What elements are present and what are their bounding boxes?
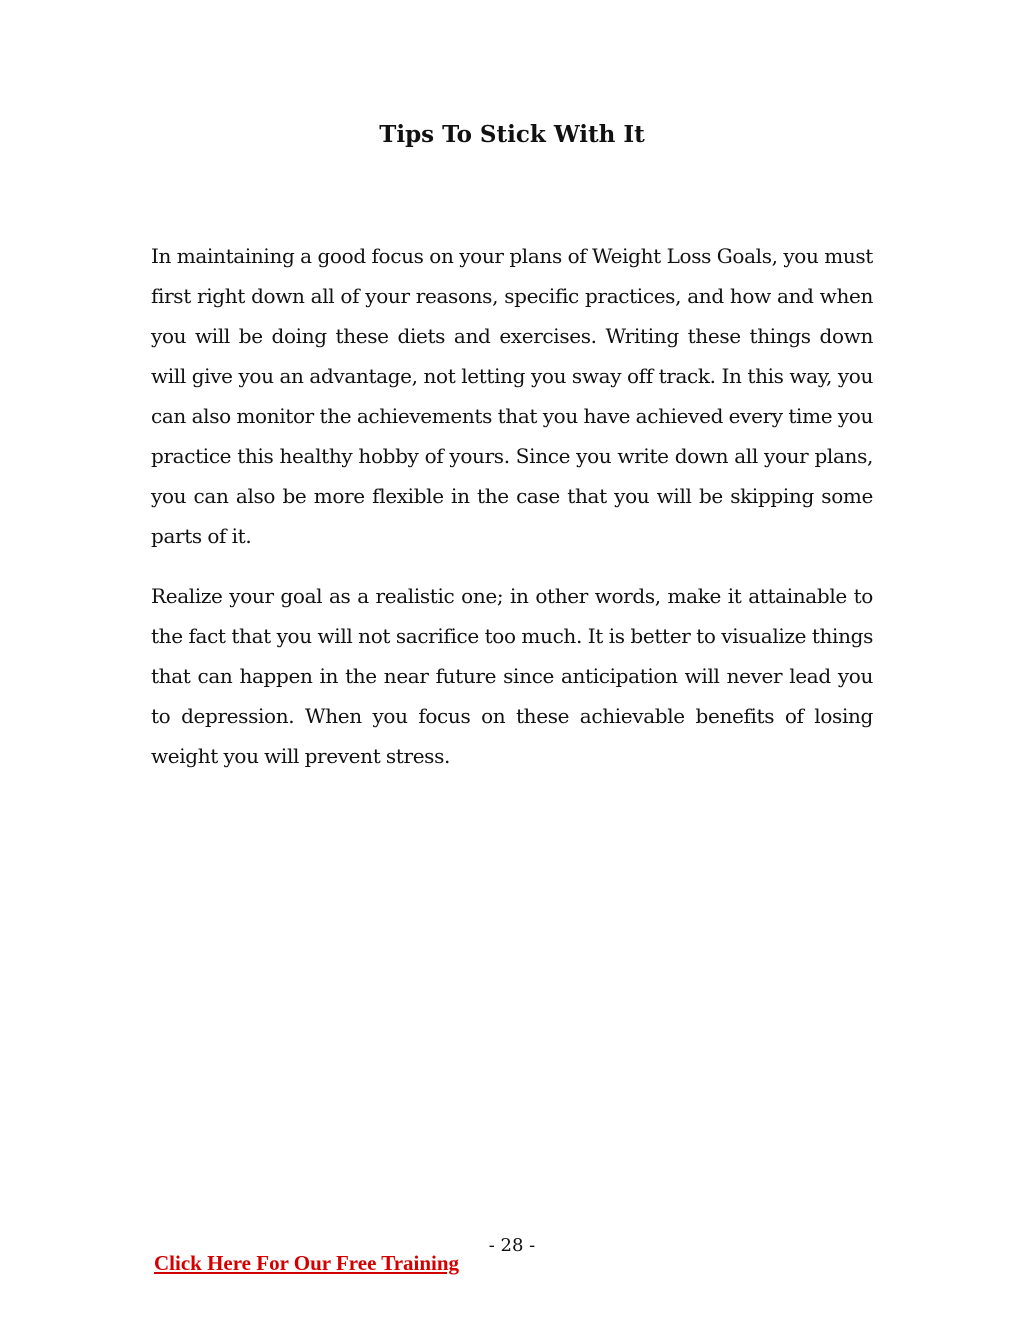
page-number: - 28 - (488, 1235, 536, 1256)
paragraph-1: In maintaining a good focus on your plans of Weight Loss Goals, you must first right down all of your reasons, specific practices, and how and when you will be doing these diets and exercises. Writing these things down will give you an advantage, not letting you sway off track. In this way, you can also monitor the achievements that you have achieved every time you practice this healthy hobby of yours. Since you write down all your plans, you can also be more flexible in the case that you will be skipping some parts of it. (151, 244, 873, 548)
free-training-link[interactable]: Click Here For Our Free Training (154, 1251, 460, 1275)
paragraph-2: Realize your goal as a realistic one; in other words, make it attainable to the fact that you will not sacrifice too much. It is better to visualize things that can happen in the near future since anticipation will never lead you to depression. When you focus on these achievable benefits of losing weight you will prevent stress. (151, 584, 873, 768)
page-title: Tips To Stick With It (379, 121, 645, 148)
body-text (151, 236, 873, 796)
